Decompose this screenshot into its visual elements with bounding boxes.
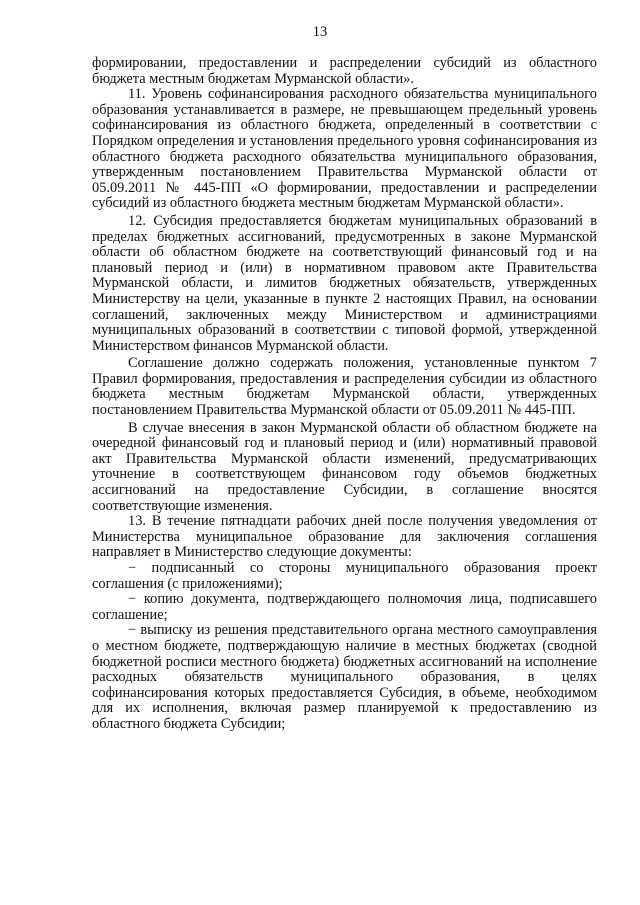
list-item-authority-copy: − копию документа, подтверждающего полномочия лица, подписавшего соглашение;	[92, 591, 597, 623]
list-item-signed-draft: − подписанный со стороны муниципального образования проект соглашения (с приложениями);	[92, 560, 597, 592]
paragraph-continuation: формировании, предоставлении и распределении субсидий из областного бюджета местным бюджетам Мурманской области».	[92, 55, 597, 87]
paragraph-item-13: 13. В течение пятнадцати рабочих дней после получения уведомления от Министерства муниципальное образование для заключения соглашения направляет в Министерство следующие документы:	[92, 513, 597, 561]
paragraph-item-11: 11. Уровень софинансирования расходного обязательства муниципального образования устанавливается в размере, не превышающем предельный уровень софинансирования из областного бюджета, определенный в соответствии с Порядком определения и установления предельного уровня софинансирования из областного бюджета расходного обязательства муниципального образования, утвержденным постановлением Правительства Мурманской области от 05.09.2011 № 445-ПП «О формировании, предоставлении и распределении субсидий из областного бюджета местным бюджетам Мурманской области».	[92, 86, 597, 212]
list-item-budget-extract: − выписку из решения представительного органа местного самоуправления о местном бюджете, подтверждающую наличие в местных бюджетах (сводной бюджетной росписи местного бюджета) бюджетных ассигнований на исполнение расходных обязательств муниципального образования, в целях софинансирования которых предоставляется Субсидия, в объеме, необходимом для их исполнения, включая размер планируемой к предоставлению из областного бюджета Субсидии;	[92, 622, 597, 732]
paragraph-item-12: 12. Субсидия предоставляется бюджетам муниципальных образований в пределах бюджетных ассигнований, предусмотренных в законе Мурманской области об областном бюджете на соответствующий финансовый год и на плановый период и (или) в нормативном правовом акте Правительства Мурманской области, и лимитов бюджетных обязательств, утвержденных Министерству на цели, указанные в пункте 2 настоящих Правил, на основании соглашений, заключенных между Министерством и администрациями муниципальных образований в соответствии с типовой формой, утвержденной Министерством финансов Мурманской области.	[92, 212, 597, 354]
document-body	[92, 56, 597, 733]
paragraph-agreement-provisions: Соглашение должно содержать положения, установленные пунктом 7 Правил формирования, предоставления и распределения субсидии из областного бюджета местным бюджетам Мурманской области, утвержденных постановлением Правительства Мурманской области от 05.09.2011 № 445-ПП.	[92, 355, 597, 419]
paragraph-budget-amendments: В случае внесения в закон Мурманской области об областном бюджете на очередной финансовый год и плановый период и (или) нормативный правовой акт Правительства Мурманской области изменений, предусматривающих уточнение в соответствующем финансовом году объемов бюджетных ассигнований на предоставление Субсидии, в соглашение вносятся соответствующие изменения.	[92, 419, 597, 514]
page-number: 13	[312, 24, 328, 40]
